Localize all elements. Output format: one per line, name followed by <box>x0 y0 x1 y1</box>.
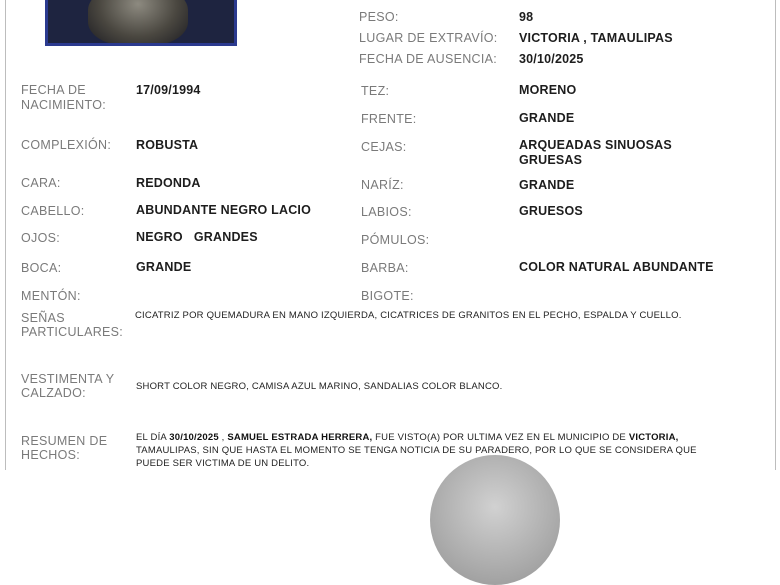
left-frame-line <box>5 0 6 470</box>
senas-value: CICATRIZ POR QUEMADURA EN MANO IZQUIERDA, CICATRICES DE GRANITOS EN EL PECHO, ESPALDA Y CUELLO. <box>135 310 682 321</box>
nariz-label: NARÍZ: <box>361 178 404 192</box>
bigote-label: BIGOTE: <box>361 289 414 303</box>
person-photo <box>45 0 237 46</box>
right-frame-line <box>775 0 776 470</box>
vestimenta-label-1: VESTIMENTA Y <box>21 372 115 386</box>
nacimiento-value: 17/09/1994 <box>136 83 201 97</box>
boca-value: GRANDE <box>136 260 192 274</box>
labios-label: LABIOS: <box>361 205 412 219</box>
cejas-value-2: GRUESAS <box>519 153 583 167</box>
cara-value: REDONDA <box>136 176 201 190</box>
boca-label: BOCA: <box>21 261 62 275</box>
cejas-value-1: ARQUEADAS SINUOSAS <box>519 138 672 152</box>
senas-label-1: SEÑAS <box>21 311 65 325</box>
lugar-value: VICTORIA , TAMAULIPAS <box>519 31 673 45</box>
cabello-label: CABELLO: <box>21 204 85 218</box>
fecha-ausencia-label: FECHA DE AUSENCIA: <box>359 52 498 66</box>
cara-label: CARA: <box>21 176 61 190</box>
vestimenta-value: SHORT COLOR NEGRO, CAMISA AZUL MARINO, SANDALIAS COLOR BLANCO. <box>136 381 503 392</box>
menton-label: MENTÓN: <box>21 289 81 303</box>
tez-label: TEZ: <box>361 84 390 98</box>
nacimiento-label-1: FECHA DE <box>21 83 86 97</box>
senas-label-2: PARTICULARES: <box>21 325 124 339</box>
labios-value: GRUESOS <box>519 204 583 218</box>
pomulos-label: PÓMULOS: <box>361 233 430 247</box>
frente-value: GRANDE <box>519 111 575 125</box>
vestimenta-label-2: CALZADO: <box>21 386 86 400</box>
complexion-value: ROBUSTA <box>136 138 199 152</box>
peso-value: 98 <box>519 10 534 24</box>
resumen-label-1: RESUMEN DE <box>21 434 108 448</box>
frente-label: FRENTE: <box>361 112 417 126</box>
cejas-label: CEJAS: <box>361 140 407 154</box>
peso-label: PESO: <box>359 10 399 24</box>
barba-label: BARBA: <box>361 261 409 275</box>
tez-value: MORENO <box>519 83 577 97</box>
nariz-value: GRANDE <box>519 178 575 192</box>
barba-value: COLOR NATURAL ABUNDANTE <box>519 260 714 274</box>
resumen-text: EL DÍA 30/10/2025 , SAMUEL ESTRADA HERRERA, FUE VISTO(A) POR ULTIMA VEZ EN EL MUNICIPIO DE VICTORIA, TAMAULIPAS, SIN QUE HASTA EL MOMENTO SE TENGA NOTICIA DE SU PARADERO, POR LO QUE SE CONSIDERA QUE PUEDE SER VICTIMA DE UN DELITO. <box>136 432 697 469</box>
cabello-value: ABUNDANTE NEGRO LACIO <box>136 203 312 217</box>
fecha-ausencia-value: 30/10/2025 <box>519 52 584 66</box>
resumen-label-2: HECHOS: <box>21 448 81 462</box>
watermark-seal <box>430 455 560 585</box>
nacimiento-label-2: NACIMIENTO: <box>21 98 107 112</box>
complexion-label: COMPLEXIÓN: <box>21 138 112 152</box>
lugar-label: LUGAR DE EXTRAVÍO: <box>359 31 498 45</box>
ojos-label: OJOS: <box>21 231 61 245</box>
ojos-value: NEGRO GRANDES <box>136 230 258 244</box>
